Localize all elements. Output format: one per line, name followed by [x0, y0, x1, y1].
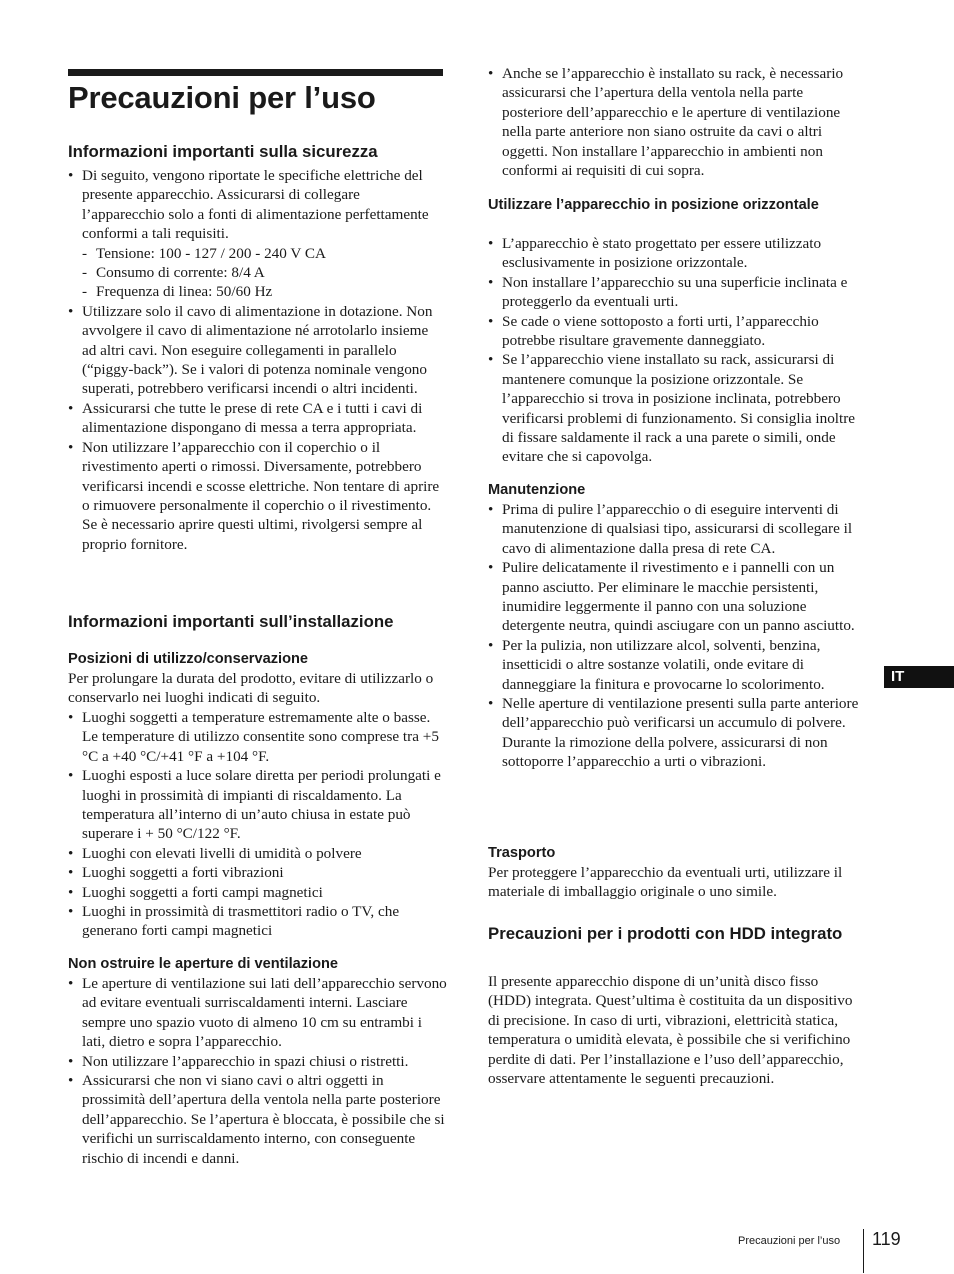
bullet-icon: •: [68, 903, 74, 921]
list-item-text: Luoghi esposti a luce solare diretta per periodi prolungati e luoghi in prossimità di impianti di riscaldamento. La temperatura all’interno di un’auto chiusa in estate può superare i + 50 °C/122 °F.: [82, 767, 441, 843]
bullet-icon: •: [488, 65, 494, 82]
bullet-icon: •: [488, 636, 494, 654]
positions-list: [68, 708, 444, 941]
hdd-heading: Precauzioni per i prodotti con HDD integrato: [488, 924, 843, 943]
horizontal-list: [488, 234, 862, 467]
list-item: [68, 399, 444, 438]
dash-icon: -: [82, 264, 88, 282]
dash-icon: -: [82, 244, 88, 262]
list-item: [68, 1052, 448, 1071]
list-item-text: Prima di pulire l’apparecchio o di eseguire interventi di manutenzione di qualsiasi tipo, assicurarsi di scollegare il cavo di alimentazione dalla presa di rete CA.: [502, 501, 853, 557]
bullet-icon: •: [68, 975, 74, 992]
list-item-text: Le aperture di ventilazione sui lati dell’apparecchio servono ad evitare eventuali surriscaldamenti interni. Lasciare sempre uno spazio vuoto di almeno 10 cm su entrambi i lati, dietro e sopra l’apparecchio.: [82, 975, 447, 1051]
bullet-icon: •: [68, 709, 74, 726]
list-item: [488, 500, 862, 558]
positions-heading: Posizioni di utilizzo/conservazione: [68, 651, 309, 667]
list-item: [68, 974, 448, 1052]
list-item-text: Assicurarsi che tutte le prese di rete CA e i tutti i cavi di alimentazione dispongano di messa a terra appropriata.: [82, 399, 423, 437]
list-item-text: Luoghi soggetti a forti vibrazioni: [82, 864, 284, 882]
list-item: [68, 302, 444, 399]
footer-section-label: Precauzioni per l’uso: [738, 1235, 841, 1247]
list-item-text: Nelle aperture di ventilazione presenti sulla parte anteriore dell’apparecchio può verificarsi un accumulo di polvere. Durante la rimozione della polvere, assicurarsi di non sottoporre l’apparecchio a urti o vibrazioni.: [502, 695, 859, 771]
list-item-text: Se cade o viene sottoposto a forti urti, l’apparecchio potrebbe risultare gravemente danneggiato.: [502, 312, 819, 350]
spec-frequency: Frequenza di linea: 50/60 Hz: [96, 283, 273, 301]
list-item-text: Per la pulizia, non utilizzare alcol, solventi, benzina, insetticidi o altre sostanze volatili, onde evitare di danneggiare la finitura e provocarne lo scolorimento.: [502, 636, 825, 693]
list-item: [488, 694, 862, 772]
horizontal-heading: Utilizzare l’apparecchio in posizione orizzontale: [488, 197, 819, 213]
list-item: [488, 350, 862, 466]
bullet-icon: •: [68, 1052, 74, 1070]
bullet-icon: •: [68, 399, 74, 417]
bullet-icon: •: [68, 167, 74, 184]
list-item: [68, 1071, 448, 1168]
ventilation-list-continued: [488, 64, 862, 180]
list-item: [68, 438, 444, 554]
spec-current: Consumo di corrente: 8/4 A: [96, 264, 265, 282]
bullet-icon: •: [68, 844, 74, 862]
safety-list: [68, 166, 444, 554]
list-item: [82, 282, 444, 301]
title-rule: [68, 69, 443, 76]
specs-list: [82, 244, 444, 302]
list-item-text: Di seguito, vengono riportate le specifiche elettriche del presente apparecchio. Assicurarsi di collegare l’apparecchio solo a fonti di alimentazione perfettamente conformi a tali requisiti.: [82, 167, 429, 243]
transport-text: Per proteggere l’apparecchio da eventuali urti, utilizzare il materiale di imballaggio originale o uno simile.: [488, 864, 843, 901]
bullet-icon: •: [68, 883, 74, 901]
maintenance-heading: Manutenzione: [488, 482, 586, 498]
page-number: 119: [872, 1229, 901, 1249]
list-item: [488, 312, 862, 351]
bullet-icon: •: [488, 501, 494, 518]
bullet-icon: •: [488, 273, 494, 291]
language-tab: IT: [884, 666, 954, 688]
list-item: [82, 263, 444, 282]
list-item: [68, 902, 444, 941]
list-item-text: Luoghi in prossimità di trasmettitori radio o TV, che generano forti campi magnetici: [82, 903, 400, 940]
bullet-icon: •: [68, 767, 74, 785]
bullet-icon: •: [68, 438, 74, 456]
list-item-text: Se l’apparecchio viene installato su rack, assicurarsi di mantenere comunque la posizione orizzontale. Se l’apparecchio si trova in posizione inclinata, potrebbero verificarsi problemi di funzionamento. Si consiglia inoltre di fissare saldamente il rack a una parete o simili, onde evitare che si capovolga.: [502, 351, 856, 466]
bullet-icon: •: [68, 864, 74, 882]
bullet-icon: •: [68, 1072, 74, 1090]
list-item-text: Anche se l’apparecchio è installato su rack, è necessario assicurarsi che l’apertura della ventola nella parte posteriore dell’apparecchio e le aperture di ventilazione nella parte anteriore non siano ostruite da cavi o altri oggetti. Non installare l’apparecchio in ambienti non conformi ai requisiti di cui sopra.: [502, 65, 844, 180]
list-item-text: Assicurarsi che non vi siano cavi o altri oggetti in prossimità dell’apertura della ventola nella parte posteriore dell’apparecchio. Se l’apertura è bloccata, è possibile che si verifichi un surriscaldamento interno, con conseguente rischio di incendi e danni.: [82, 1072, 445, 1167]
list-item-text: Luoghi soggetti a forti campi magnetici: [82, 883, 323, 901]
bullet-icon: •: [488, 695, 494, 713]
list-item: [68, 883, 444, 902]
footer-divider: [863, 1229, 864, 1273]
bullet-icon: •: [488, 559, 494, 577]
dash-icon: -: [82, 283, 88, 301]
bullet-icon: •: [488, 312, 494, 330]
bullet-icon: •: [488, 235, 494, 252]
list-item: [68, 708, 444, 766]
list-item-text: Luoghi soggetti a temperature estremamente alte o basse. Le temperature di utilizzo consentite sono comprese tra +5 °C a +40 °C/+41 °F a +104 °F.: [82, 709, 439, 765]
list-item-text: Non utilizzare l’apparecchio in spazi chiusi o ristretti.: [82, 1052, 409, 1070]
list-item-text: Utilizzare solo il cavo di alimentazione in dotazione. Non avvolgere il cavo di alimentazione né arrotolarlo insieme ad altri cavi. Non eseguire collegamenti in parallelo (“piggy-back”). Se i valori di potenza nominale vengono superati, potrebbero verificarsi incendi o altri incidenti.: [82, 302, 433, 398]
list-item-text: Non utilizzare l’apparecchio con il coperchio o il rivestimento aperti o rimossi. Diversamente, potrebbero verificarsi incendi e scosse elettriche. Non tentare di aprire o rimuovere personalmente il coperchio o il rivestimento. Se è necessario aprire questi ultimi, rivolgersi sempre al proprio fornitore.: [82, 438, 440, 553]
list-item: [488, 64, 862, 180]
list-item-text: Pulire delicatamente il rivestimento e i pannelli con un panno asciutto. Per eliminare le macchie persistenti, inumidire leggermente il panno con una soluzione detergente neutra, quindi asciugare con un panno asciutto.: [502, 559, 855, 635]
list-item: [488, 558, 862, 636]
list-item: [68, 863, 444, 882]
list-item: [68, 166, 444, 302]
list-item-text: L’apparecchio è stato progettato per essere utilizzato esclusivamente in posizione orizzontale.: [502, 235, 822, 272]
list-item-text: Non installare l’apparecchio su una superficie inclinata e proteggerlo da eventuali urti.: [502, 273, 848, 311]
bullet-icon: •: [488, 351, 494, 369]
transport-heading: Trasporto: [488, 845, 556, 861]
ventilation-list: [68, 974, 448, 1168]
page-title: Precauzioni per l’uso: [68, 80, 376, 115]
maintenance-list: [488, 500, 862, 772]
hdd-text: Il presente apparecchio dispone di un’unità disco fisso (HDD) integrata. Quest’ultima è costituita da un dispositivo di precisione. In caso di urti, vibrazioni, elettricità statica, temperatura o umidità elevata, è possibile che si verifichino perdite di dati. Per l’installazione e l’uso dell’apparecchio, osservare attentamente le seguenti precauzioni.: [488, 973, 853, 1088]
install-heading: Informazioni importanti sull’installazione: [68, 612, 394, 631]
ventilation-heading: Non ostruire le aperture di ventilazione: [68, 956, 339, 972]
positions-intro: Per prolungare la durata del prodotto, evitare di utilizzarlo o conservarlo nei luoghi indicati di seguito.: [68, 670, 434, 707]
spec-voltage: Tensione: 100 - 127 / 200 - 240 V CA: [96, 244, 326, 262]
list-item: [488, 273, 862, 312]
list-item: [68, 766, 444, 844]
list-item-text: Luoghi con elevati livelli di umidità o polvere: [82, 844, 362, 862]
safety-heading: Informazioni importanti sulla sicurezza: [68, 142, 378, 161]
list-item: [488, 636, 862, 694]
list-item: [68, 844, 444, 863]
list-item: [488, 234, 862, 273]
list-item: [82, 244, 444, 263]
bullet-icon: •: [68, 302, 74, 320]
